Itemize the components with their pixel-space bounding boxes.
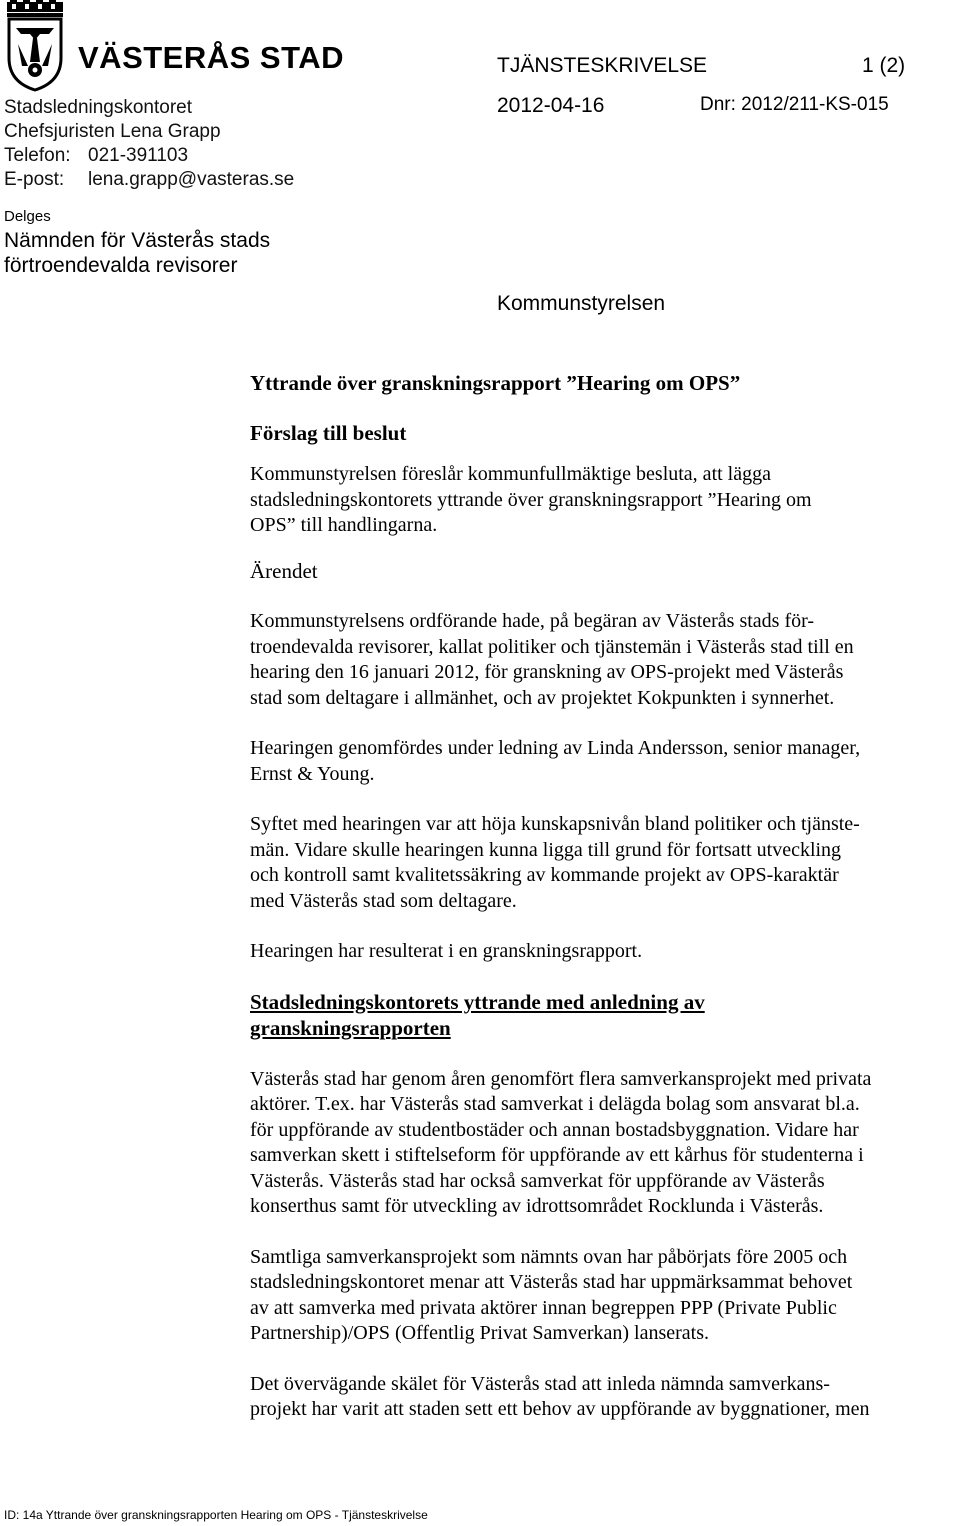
city-coat-of-arms-logo <box>4 0 66 92</box>
text-line: troendevalda revisorer, kallat politiker och tjänstemän i Västerås stad till en <box>250 635 854 658</box>
phone-label: Telefon: <box>4 145 71 166</box>
sender-person: Chefsjuristen Lena Grapp <box>4 121 221 142</box>
text-line: Ernst & Young. <box>250 762 375 785</box>
text-line: projekt har varit att staden sett ett behov av uppförande av byggnationer, men <box>250 1398 870 1420</box>
paragraph-5 <box>250 1067 960 1220</box>
brand-wordmark: VÄSTERÅS STAD <box>78 40 345 75</box>
document-date: 2012-04-16 <box>497 94 605 117</box>
proposal-heading: Förslag till beslut <box>250 421 407 445</box>
text-line: Hearingen har resulterat i en granskningsrapport. <box>250 940 643 962</box>
addressee: Kommunstyrelsen <box>497 292 666 315</box>
text-line: med Västerås stad som deltagare. <box>250 889 517 912</box>
text-line: Västerås stad har genom åren genomfört flera samverkansprojekt med privata <box>250 1067 872 1090</box>
text-line: och kontroll samt kvalitetssäkring av kommande projekt av OPS-karaktär <box>250 864 839 886</box>
statement-heading <box>250 989 960 1041</box>
phone-value: 021-391103 <box>88 145 189 166</box>
text-line: stad som deltagare i allmänhet, och av projektet Kokpunkten i synnerhet. <box>250 686 835 709</box>
text-line: samverkan skett i stiftelseform för uppförande av ett kårhus för studenterna i <box>250 1144 864 1166</box>
distribution-label: Delges <box>4 208 51 225</box>
document-type: TJÄNSTESKRIVELSE <box>497 54 708 77</box>
text-line: Det övervägande skälet för Västerås stad att inleda nämnda samverkans- <box>250 1372 830 1395</box>
recipient-line: Nämnden för Västerås stads <box>4 229 271 252</box>
text-line: Kommunstyrelsen föreslår kommunfullmäktige besluta, att lägga <box>250 463 771 485</box>
text-line: för uppförande av studentbostäder och annan bostadsbyggnation. Vidare har <box>250 1118 859 1141</box>
text-line: OPS” till handlingarna. <box>250 514 438 536</box>
text-line: hearing den 16 januari 2012, för granskning av OPS-projekt med Västerås <box>250 661 844 683</box>
text-line: män. Vidare skulle hearingen kunna ligga till grund för fortsatt utveckling <box>250 838 842 861</box>
text-line: stadsledningskontoret menar att Västerås stad har uppmärksammat behovet <box>250 1271 853 1293</box>
paragraph-6 <box>250 1245 960 1347</box>
heading-line: Stadsledningskontorets yttrande med anledning av <box>250 989 705 1014</box>
matter-heading: Ärendet <box>250 558 318 583</box>
sender-office: Stadsledningskontoret <box>4 97 193 118</box>
email-label: E-post: <box>4 169 65 190</box>
text-line: stadsledningskontorets yttrande över granskningsrapport ”Hearing om <box>250 488 812 511</box>
proposal-text <box>250 462 960 539</box>
document-footer: ID: 14a Yttrande över granskningsrapporten Hearing om OPS - Tjänsteskrivelse <box>4 1508 428 1522</box>
distribution-recipient <box>4 228 270 278</box>
text-line: Hearingen genomfördes under ledning av Linda Andersson, senior manager, <box>250 737 861 759</box>
paragraph-3 <box>250 812 960 914</box>
page-number: 1 (2) <box>862 54 906 77</box>
paragraph-2 <box>250 736 960 787</box>
text-line: Västerås. Västerås stad har också samverkat för uppförande av Västerås <box>250 1169 825 1192</box>
paragraph-4 <box>250 939 960 965</box>
text-line: Kommunstyrelsens ordförande hade, på begäran av Västerås stads för- <box>250 610 815 632</box>
paragraph-7 <box>250 1372 960 1423</box>
text-line: aktörer. T.ex. har Västerås stad samverkat i delägda bolag som ansvarat bl.a. <box>250 1093 860 1115</box>
text-line: Syftet med hearingen var att höja kunskapsnivån bland politiker och tjänste- <box>250 813 860 835</box>
document-dnr: Dnr: 2012/211-KS-015 <box>700 94 889 115</box>
document-title: Yttrande över granskningsrapport ”Hearing om OPS” <box>250 371 741 395</box>
text-line: Samtliga samverkansprojekt som nämnts ovan har påbörjats före 2005 och <box>250 1245 848 1268</box>
text-line: av att samverka med privata aktörer innan begreppen PPP (Private Public <box>250 1296 837 1319</box>
email-value: lena.grapp@vasteras.se <box>88 169 295 190</box>
recipient-line: förtroendevalda revisorer <box>4 254 238 277</box>
sender-phone-row <box>4 144 294 168</box>
text-line: Partnership)/OPS (Offentlig Privat Samverkan) lanserats. <box>250 1322 709 1344</box>
paragraph-1 <box>250 609 960 711</box>
heading-line: granskningsrapporten <box>250 1015 451 1040</box>
document-body <box>250 370 960 1423</box>
text-line: konserthus samt för utveckling av idrottsområdet Rocklunda i Västerås. <box>250 1195 824 1217</box>
sender-email-row <box>4 168 294 192</box>
sender-block <box>4 96 294 192</box>
